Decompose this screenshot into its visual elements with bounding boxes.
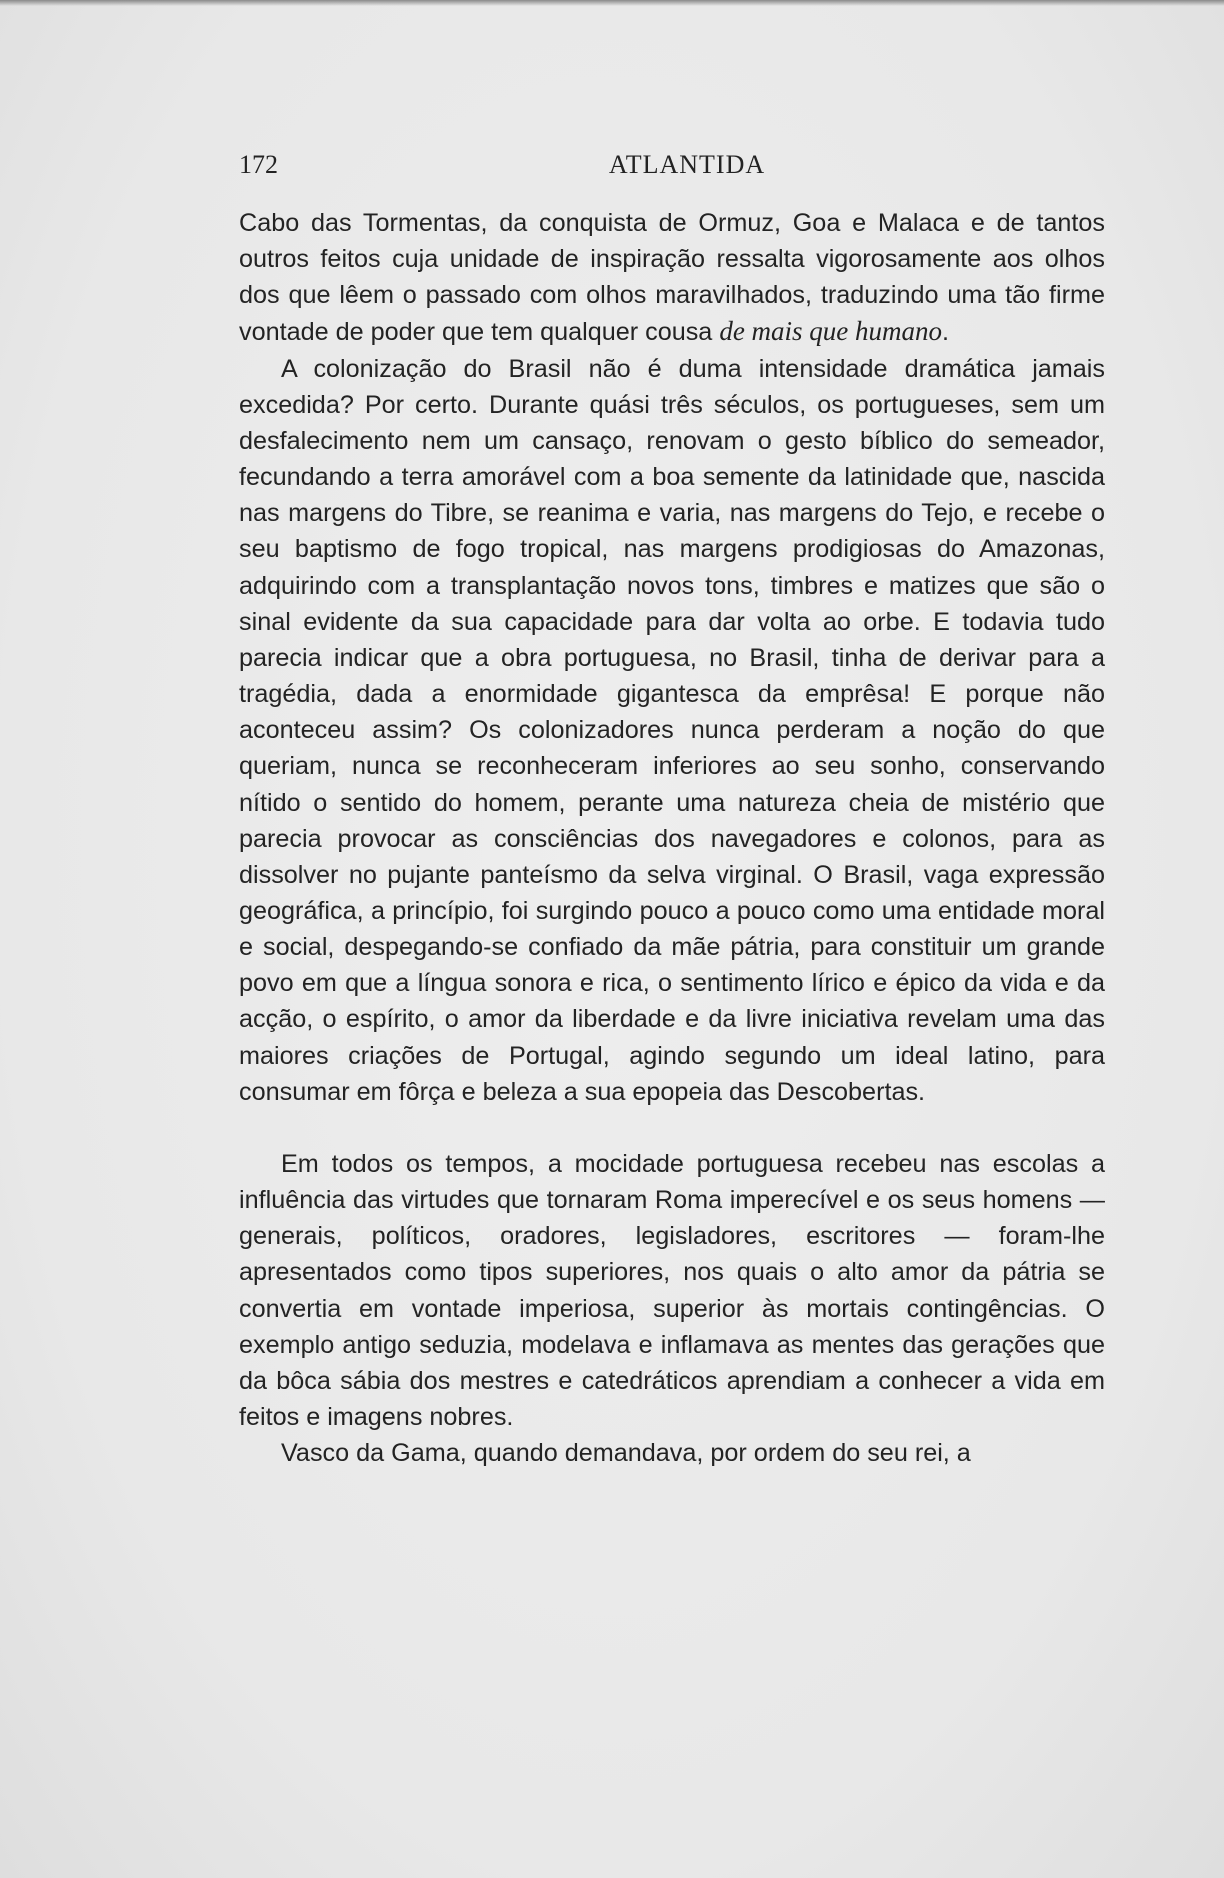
paragraph-1-end: . bbox=[942, 318, 950, 347]
page-body bbox=[239, 205, 1105, 1471]
paragraph-1-text: Cabo das Tormentas, da conquista de Ormuz, Goa e Malaca e de tantos outros feitos cuja unidade de inspiração ressalta vigorosamente aos olhos dos que lêem o passado com olhos maravilhados, traduzindo uma tão firme vontade de poder que tem qualquer cousa bbox=[239, 209, 1105, 347]
page-header bbox=[239, 150, 1105, 190]
running-title: ATLANTIDA bbox=[608, 150, 766, 179]
paragraph-2: A colonização do Brasil não é duma intensidade dramática jamais excedida? Por certo. Durante quási três séculos, os portugueses, sem um desfalecimento nem um cansaço, renovam o gesto bíblico do semeador, fecundando a terra amorável com a boa semente da latinidade que, nascida nas margens do Tibre, se reanima e varia, nas margens do Tejo, e recebe o seu baptismo de fogo tropical, nas margens prodigiosas do Amazonas, adquirindo com a transplantação novos tons, timbres e matizes que são o sinal evidente da sua capacidade para dar volta ao orbe. E todavia tudo parecia indicar que a obra portuguesa, no Brasil, tinha de derivar para a tragédia, dada a enormidade gigantesca da emprêsa! E porque não aconteceu assim? Os colonizadores nunca perderam a noção do que queriam, nunca se reconheceram inferiores ao seu sonho, conservando nítido o sentido do homem, perante uma natureza cheia de mistério que parecia provocar as consciências dos navegadores e colonos, para as dissolver no pujante panteísmo da selva virginal. O Brasil, vaga expressão geográfica, a princípio, foi surgindo pouco a pouco como uma entidade moral e social, despegando-se confiado da mãe pátria, para constituir um grande povo em que a língua sonora e rica, o sentimento lírico e épico da vida e da acção, o espírito, o amor da liberdade e da livre iniciativa revelam uma das maiores criações de Portugal, agindo segundo um ideal latino, para consumar em fôrça e beleza a sua epopeia das Descobertas. bbox=[239, 354, 1105, 1106]
page-top-edge bbox=[0, 0, 1224, 6]
paragraph-1 bbox=[239, 205, 1105, 351]
italic-phrase: de mais que humano bbox=[719, 316, 943, 347]
paragraph-4: Vasco da Gama, quando demandava, por ordem do seu rei, a bbox=[281, 1439, 971, 1468]
paragraph-3: Em todos os tempos, a mocidade portuguesa recebeu nas escolas a influência das virtudes que tornaram Roma imperecível e os seus homens — generais, políticos, oradores, legisladores, escritores — foram-lhe apresentados como tipos superiores, nos quais o alto amor da pátria se convertia em vontade imperiosa, superior às mortais contingências. O exemplo antigo seduzia, modelava e inflamava as mentes das gerações que da bôca sábia dos mestres e catedráticos aprendiam a conhecer a vida em feitos e imagens nobres. bbox=[239, 1149, 1105, 1431]
page-number: 172 bbox=[239, 150, 278, 179]
